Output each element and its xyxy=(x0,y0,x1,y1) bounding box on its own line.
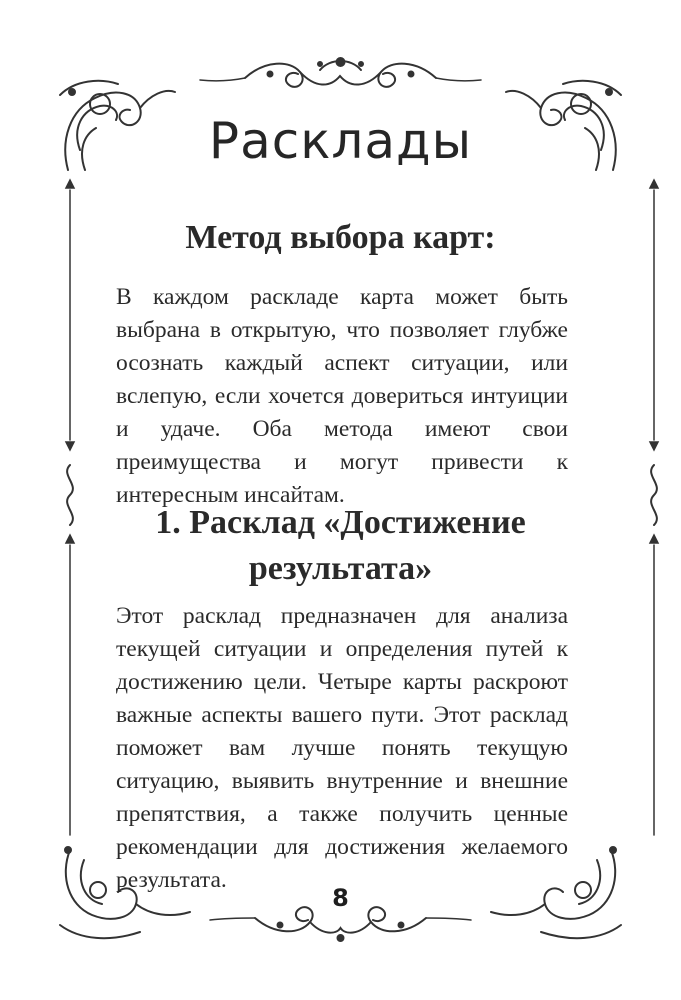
page-title: Расклады xyxy=(208,112,473,170)
section-2-paragraph: Этот расклад предназначен для анализа текущей ситуации и определения путей к достижению цели. Четыре карты раскроют важные аспекты вашего пути. Этот расклад поможет вам лучше понять текущую ситуацию, выявить внутренние и внешние препятствия, а также получить ценные рекомендации для достижения желаемого результата. xyxy=(116,603,568,893)
section-1-heading: Метод выбора карт: xyxy=(185,219,496,256)
right-vertical-rule xyxy=(650,180,658,835)
page-number: 8 xyxy=(332,884,349,912)
bottom-flourish-ornament xyxy=(210,907,471,941)
top-flourish-ornament xyxy=(200,58,481,87)
left-vertical-rule xyxy=(66,180,74,835)
section-1-paragraph: В каждом раскладе карта может быть выбрана в открытую, что позволяет глубже осознать каждый аспект ситуации, или вслепую, если хочется довериться интуиции и удаче. Оба метода имеют свои преимущества и могут привести к интересным инсайтам. xyxy=(116,284,568,508)
section-2-heading: 1. Расклад «Достижение результата» xyxy=(155,504,526,587)
